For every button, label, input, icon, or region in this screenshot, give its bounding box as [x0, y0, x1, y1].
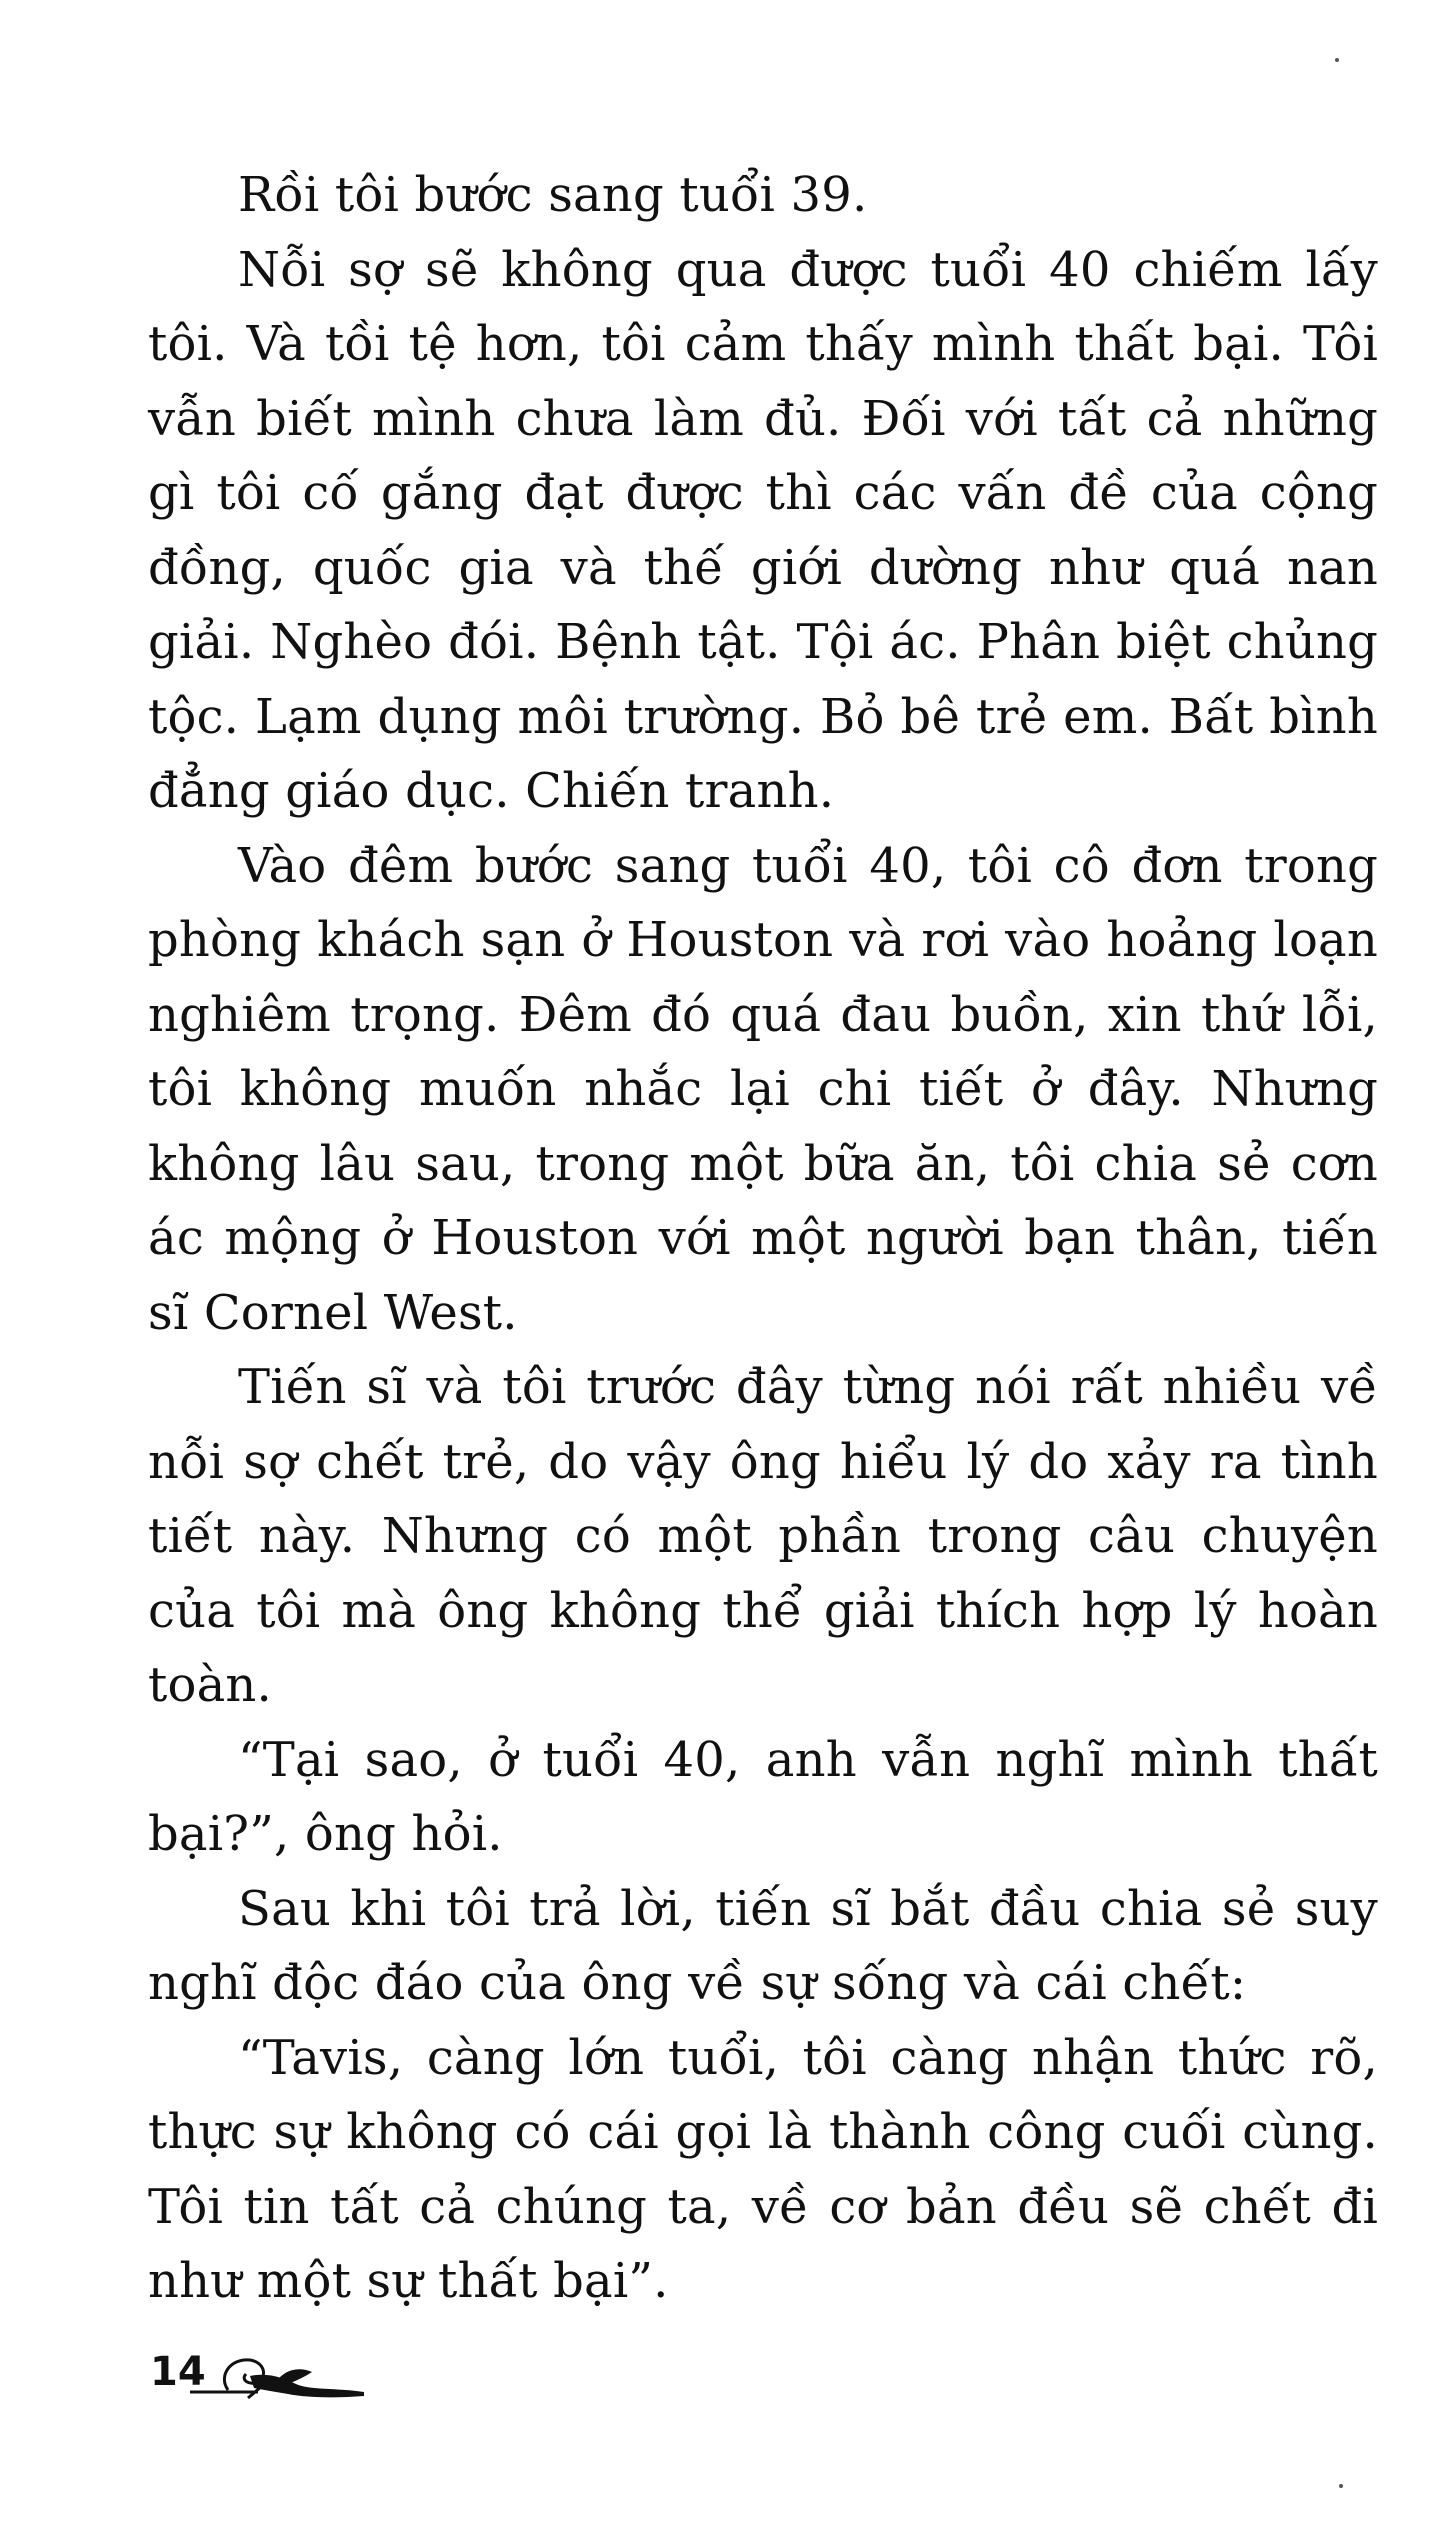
quill-flourish-icon: [188, 2346, 368, 2406]
paragraph-3: Vào đêm bước sang tuổi 40, tôi cô đơn trong phòng khách sạn ở Houston và rơi vào hoảng loạn nghiêm trọng. Đêm đó quá đau buồn, xin thứ lỗi, tôi không muốn nhắc lại chi tiết ở đây. Nhưng không lâu sau, trong một bữa ăn, tôi chia sẻ cơn ác mộng ở Houston với một người bạn thân, tiến sĩ Cornel West.: [148, 837, 1378, 1341]
paragraph-5: “Tại sao, ở tuổi 40, anh vẫn nghĩ mình thất bại?”, ông hỏi.: [148, 1731, 1378, 1862]
scan-speck: [1339, 2484, 1343, 2488]
paragraph-2: Nỗi sợ sẽ không qua được tuổi 40 chiếm lấy tôi. Và tồi tệ hơn, tôi cảm thấy mình thất bại. Tôi vẫn biết mình chưa làm đủ. Đối với tất cả những gì tôi cố gắng đạt được thì các vấn đề của cộng đồng, quốc gia và thế giới dường như quá nan giải. Nghèo đói. Bệnh tật. Tội ác. Phân biệt chủng tộc. Lạm dụng môi trường. Bỏ bê trẻ em. Bất bình đẳng giáo dục. Chiến tranh.: [148, 241, 1378, 819]
paragraph-6: Sau khi tôi trả lời, tiến sĩ bắt đầu chia sẻ suy nghĩ độc đáo của ông về sự sống và cái chết:: [148, 1880, 1378, 2011]
scan-speck: [1335, 58, 1339, 62]
paragraph-4: Tiến sĩ và tôi trước đây từng nói rất nhiều về nỗi sợ chết trẻ, do vậy ông hiểu lý do xảy ra tình tiết này. Nhưng có một phần trong câu chuyện của tôi mà ông không thể giải thích hợp lý hoàn toàn.: [148, 1359, 1378, 1713]
page-number: 14: [150, 2349, 206, 2395]
page-footer: [150, 2346, 370, 2406]
paragraph-7: “Tavis, càng lớn tuổi, tôi càng nhận thức rõ, thực sự không có cái gọi là thành công cuối cùng. Tôi tin tất cả chúng ta, về cơ bản đều sẽ chết đi như một sự thất bại”.: [148, 2029, 1378, 2309]
body-text: [148, 158, 1378, 2319]
paragraph-1: Rồi tôi bước sang tuổi 39.: [238, 167, 868, 223]
